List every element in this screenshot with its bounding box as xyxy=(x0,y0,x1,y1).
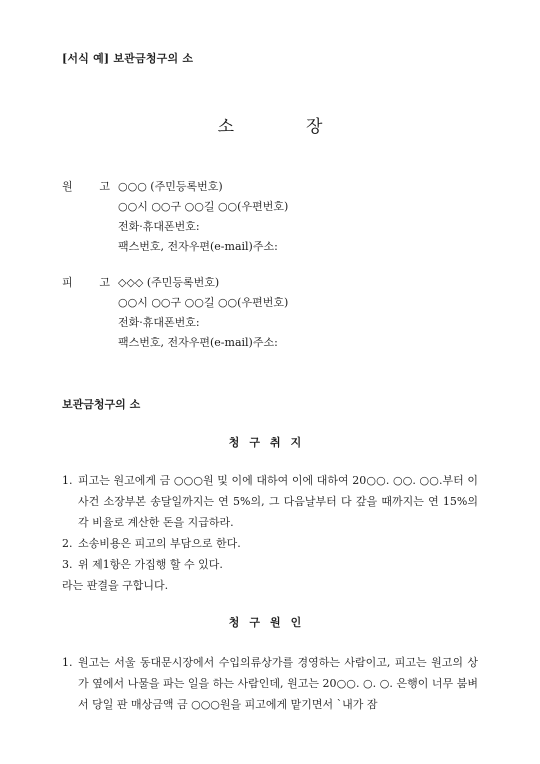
defendant-role xyxy=(62,274,110,290)
title-char-1: 소 xyxy=(217,117,234,137)
item-number: 1. xyxy=(62,656,73,669)
item-text: 위 제1항은 가집행 할 수 있다. xyxy=(78,558,223,571)
defendant-fax-email: 팩스번호, 전자우편(e-mail)주소: xyxy=(118,336,278,349)
claim-purpose-item xyxy=(62,533,478,554)
defendant-role-char-2: 고 xyxy=(99,276,110,289)
claim-purpose-item xyxy=(62,470,478,533)
defendant-address: ○○시 ○○구 ○○길 ○○(우편번호) xyxy=(118,296,289,309)
claim-purpose-item xyxy=(62,554,478,575)
case-name: 보관금청구의 소 xyxy=(62,398,141,411)
item-number: 3. xyxy=(62,558,73,571)
item-number: 1. xyxy=(62,474,73,487)
item-text: 소송비용은 피고의 부담으로 한다. xyxy=(78,537,241,550)
claim-cause-item xyxy=(62,652,478,715)
item-text: 피고는 원고에게 금 ○○○원 및 이에 대하여 이에 대하여 20○○. ○○. ○○.부터 이 사건 소장부본 송달일까지는 연 5%의, 그 다음날부터 다 갚을 때까지는 연 15%의 각 비율로 계산한 돈을 지급하라. xyxy=(78,474,478,529)
claim-purpose-body xyxy=(62,470,478,596)
claim-purpose-heading: 청구취지 xyxy=(228,436,312,449)
plaintiff-phone: 전화·휴대폰번호: xyxy=(118,220,200,233)
item-text: 원고는 서울 동대문시장에서 수입의류상가를 경영하는 사람이고, 피고는 원고의 상가 옆에서 나물을 파는 일을 하는 사람인데, 원고는 20○○. ○. ○. 은행이 너무 붐벼서 당일 판 매상금액 금 ○○○원을 피고에게 맡기면서 `내가 잠 xyxy=(78,656,478,711)
plaintiff-fax-email: 팩스번호, 전자우편(e-mail)주소: xyxy=(118,240,278,253)
title-char-2: 장 xyxy=(306,117,323,137)
plaintiff-address: ○○시 ○○구 ○○길 ○○(우편번호) xyxy=(118,200,289,213)
claim-purpose-closing: 라는 판결을 구합니다. xyxy=(62,579,169,592)
form-label: [서식 예] 보관금청구의 소 xyxy=(62,52,194,65)
claim-cause-body xyxy=(62,652,478,715)
item-number: 2. xyxy=(62,537,73,550)
plaintiff-role-char-2: 고 xyxy=(99,180,110,193)
plaintiff-name: ○○○ (주민등록번호) xyxy=(118,180,223,193)
defendant-phone: 전화·휴대폰번호: xyxy=(118,316,200,329)
plaintiff-role xyxy=(62,178,110,194)
defendant-name: ◇◇◇ (주민등록번호) xyxy=(118,276,220,289)
claim-cause-heading: 청구원인 xyxy=(228,616,312,629)
defendant-role-char-1: 피 xyxy=(62,276,73,289)
document-title xyxy=(0,112,540,137)
plaintiff-role-char-1: 원 xyxy=(62,180,73,193)
